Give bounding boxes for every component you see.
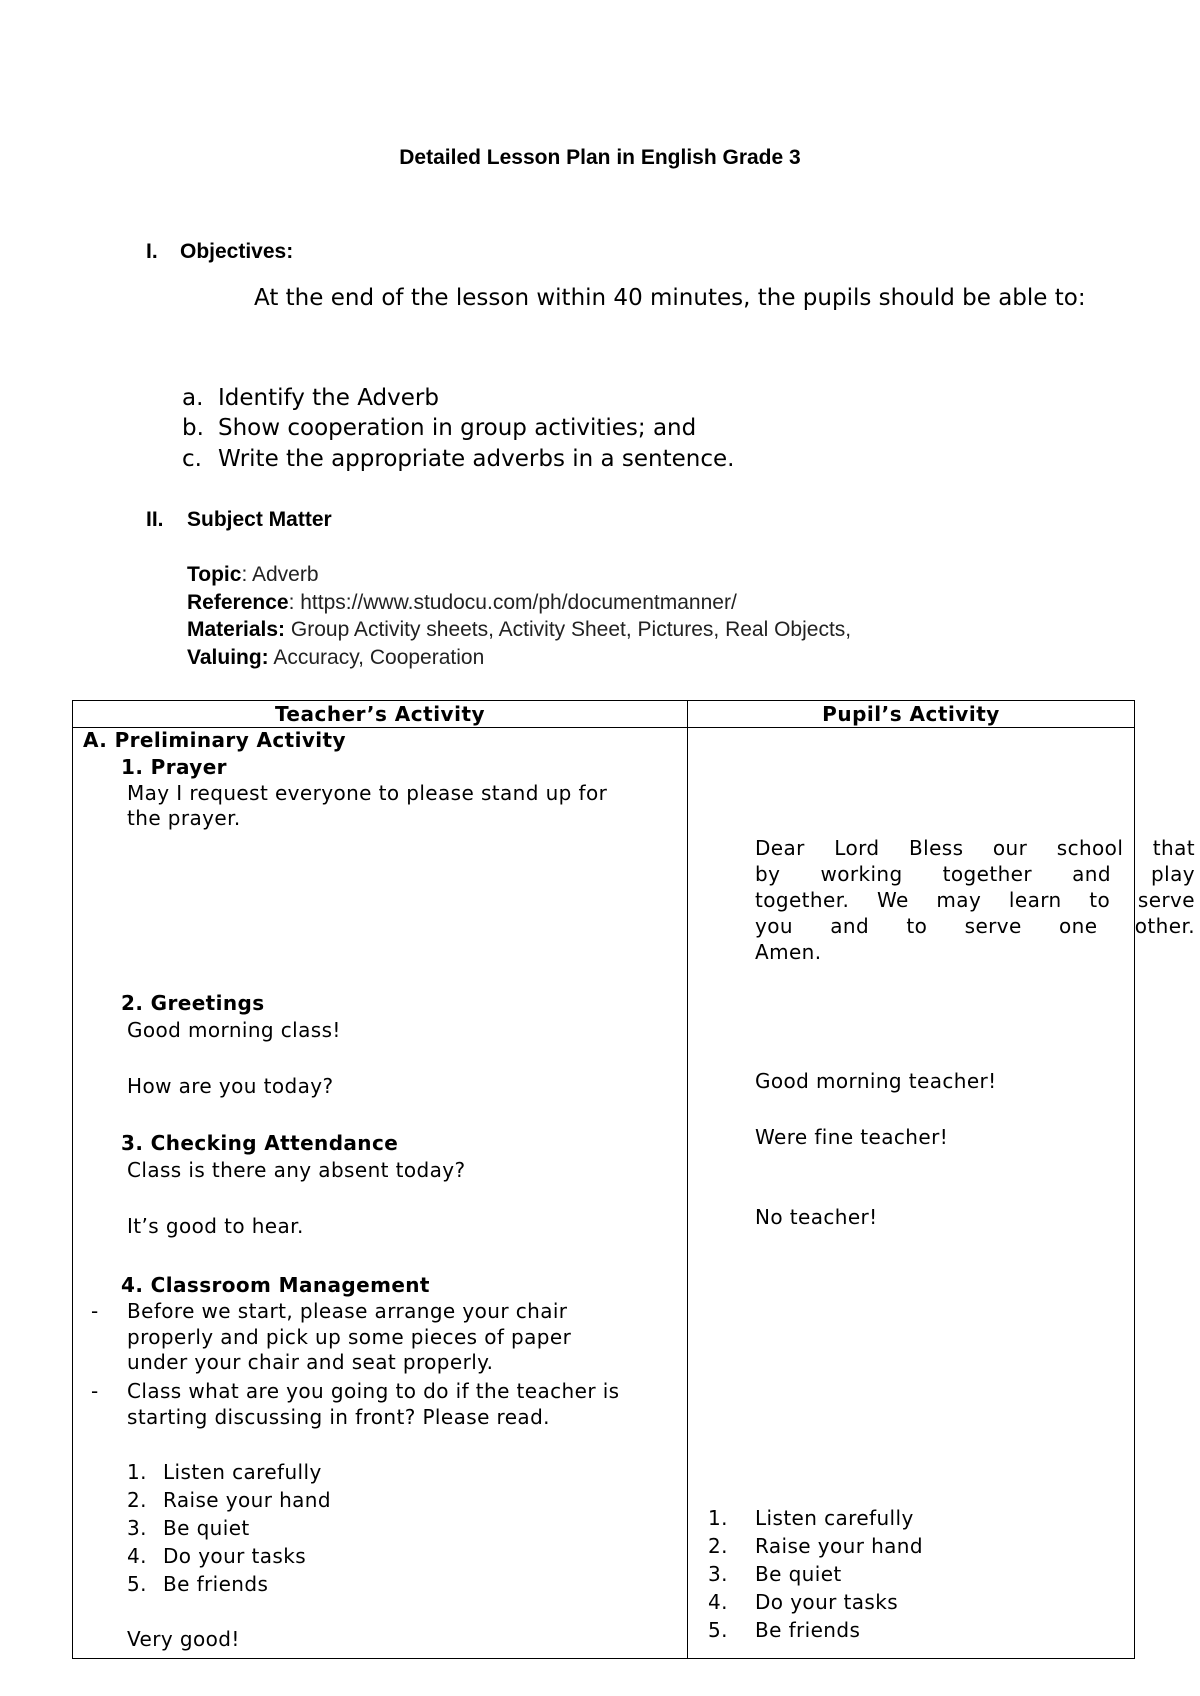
objective-text: Write the appropriate adverbs in a sentence.	[218, 446, 735, 472]
greetings-heading: 2. Greetings	[121, 991, 265, 1015]
materials-label: Materials:	[187, 618, 286, 641]
topic-separator: :	[241, 563, 252, 586]
prayer-pupil-line: by working together and play	[755, 862, 1195, 886]
rule-text: Do your tasks	[163, 1544, 307, 1568]
prayer-pupil-line: Dear Lord Bless our school that	[755, 836, 1195, 860]
pupil-rule-text: Be quiet	[755, 1562, 842, 1586]
management-line: properly and pick up some pieces of paper	[127, 1325, 572, 1349]
pupil-rule-number: 1.	[708, 1506, 728, 1530]
valuing-line	[187, 646, 484, 670]
reference-line	[187, 591, 737, 615]
reference-separator: :	[288, 591, 301, 614]
table-column-divider	[687, 701, 688, 1658]
valuing-label: Valuing:	[187, 646, 269, 669]
objectives-heading: Objectives:	[180, 240, 294, 263]
objective-item	[182, 385, 882, 415]
pupil-rule-text: Be friends	[755, 1618, 861, 1642]
reference-label: Reference	[187, 591, 289, 614]
objective-letter: c.	[182, 446, 202, 472]
materials-value: Group Activity sheets, Activity Sheet, Pictures, Real Objects,	[290, 618, 852, 641]
pupil-rule-text: Listen carefully	[755, 1506, 914, 1530]
prayer-pupil-response	[755, 835, 1195, 965]
reference-url: https://www.studocu.com/ph/documentmanner/	[300, 591, 737, 614]
prayer-heading: 1. Prayer	[121, 755, 227, 779]
bullet-dash: -	[91, 1379, 99, 1403]
prayer-pupil-line: you and to serve one other.	[755, 914, 1195, 938]
objective-letter: a.	[182, 385, 204, 411]
classroom-management-heading: 4. Classroom Management	[121, 1273, 430, 1297]
objectives-number: I.	[146, 240, 158, 263]
rule-number: 2.	[127, 1488, 147, 1512]
objective-letter: b.	[182, 415, 204, 441]
teacher-activity-header: Teacher’s Activity	[274, 702, 486, 726]
objective-item	[182, 415, 882, 445]
attendance-teacher-line: Class is there any absent today?	[127, 1158, 466, 1182]
rule-number: 1.	[127, 1460, 147, 1484]
greetings-pupil-line: Were fine teacher!	[755, 1125, 949, 1149]
rule-text: Be friends	[163, 1572, 269, 1596]
attendance-teacher-line: It’s good to hear.	[127, 1214, 304, 1238]
rule-text: Be quiet	[163, 1516, 250, 1540]
subject-matter-number: II.	[146, 508, 164, 531]
page-title: Detailed Lesson Plan in English Grade 3	[399, 146, 801, 169]
topic-value: Adverb	[251, 563, 319, 586]
prayer-teacher-line: the prayer.	[127, 806, 241, 830]
management-line: starting discussing in front? Please read.	[127, 1405, 550, 1429]
prayer-pupil-line: Amen.	[755, 940, 822, 964]
pupil-rule-number: 5.	[708, 1618, 728, 1642]
attendance-heading: 3. Checking Attendance	[121, 1131, 399, 1155]
valuing-value: Accuracy, Cooperation	[273, 646, 485, 669]
rule-number: 4.	[127, 1544, 147, 1568]
prayer-teacher-line: May I request everyone to please stand up for	[127, 781, 608, 805]
pupil-rule-number: 3.	[708, 1562, 728, 1586]
pupil-rule-number: 2.	[708, 1534, 728, 1558]
pupil-activity-header: Pupil’s Activity	[822, 702, 1000, 726]
rule-text: Listen carefully	[163, 1460, 322, 1484]
topic-line	[187, 563, 319, 587]
preliminary-activity-heading: A. Preliminary Activity	[83, 728, 346, 752]
closing-remark: Very good!	[127, 1627, 240, 1651]
materials-line	[187, 618, 851, 642]
management-line: Class what are you going to do if the teacher is	[127, 1379, 620, 1403]
objective-item	[182, 446, 882, 476]
rule-text: Raise your hand	[163, 1488, 331, 1512]
management-line: Before we start, please arrange your chair	[127, 1299, 568, 1323]
topic-label: Topic	[187, 563, 242, 586]
rule-number: 5.	[127, 1572, 147, 1596]
objective-text: Show cooperation in group activities; and	[218, 415, 697, 441]
objective-text: Identify the Adverb	[218, 385, 439, 411]
management-line: under your chair and seat properly.	[127, 1350, 494, 1374]
pupil-rule-number: 4.	[708, 1590, 728, 1614]
greetings-pupil-line: Good morning teacher!	[755, 1069, 997, 1093]
subject-matter-heading: Subject Matter	[187, 508, 332, 531]
bullet-dash: -	[91, 1299, 99, 1323]
pupil-rule-text: Raise your hand	[755, 1534, 923, 1558]
greetings-teacher-line: Good morning class!	[127, 1018, 341, 1042]
activity-table	[72, 700, 1195, 1659]
pupil-rule-text: Do your tasks	[755, 1590, 899, 1614]
prayer-pupil-line: together. We may learn to serve	[755, 888, 1195, 912]
objectives-intro: At the end of the lesson within 40 minutes, the pupils should be able to:	[254, 285, 1086, 311]
greetings-teacher-line: How are you today?	[127, 1074, 334, 1098]
attendance-pupil-line: No teacher!	[755, 1205, 878, 1229]
rule-number: 3.	[127, 1516, 147, 1540]
